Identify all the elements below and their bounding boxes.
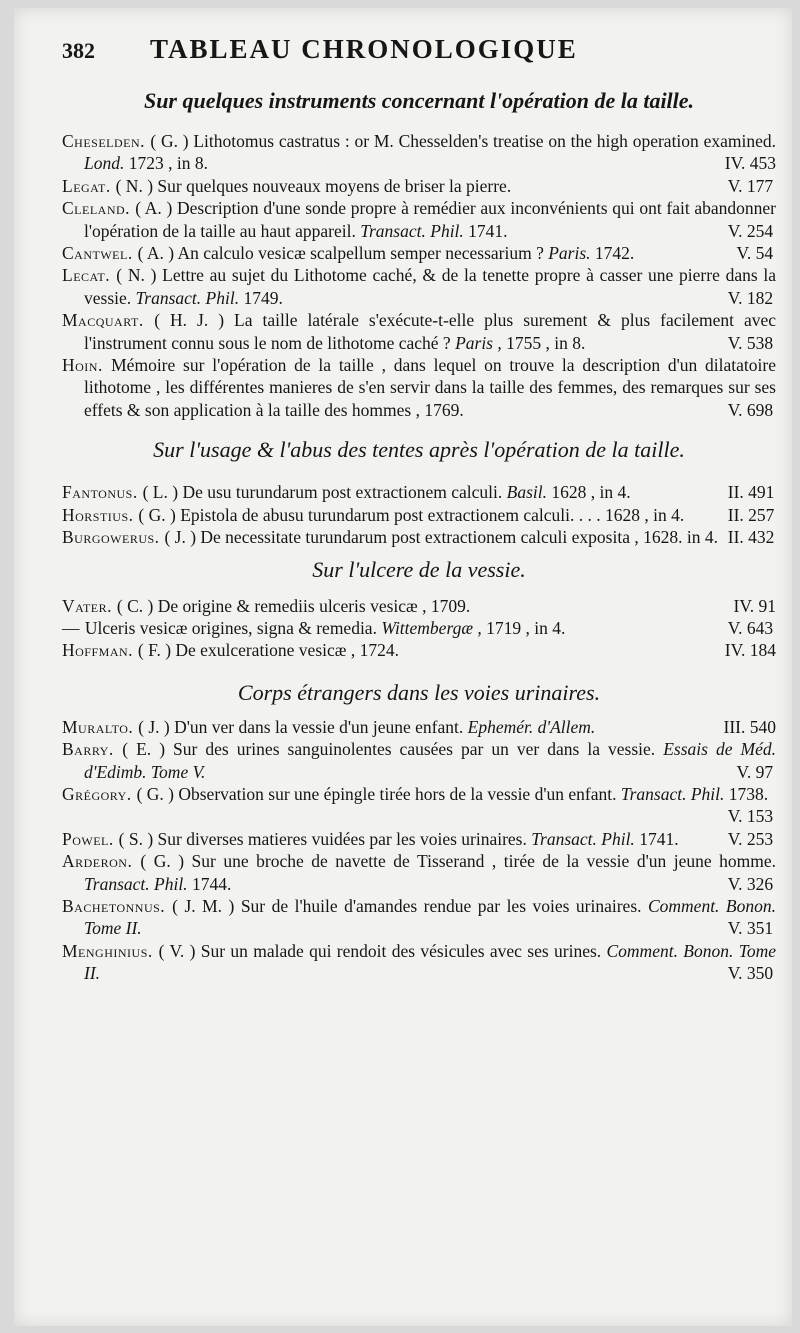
bibliography-entry (62, 828, 776, 850)
section-title: Sur quelques instruments concernant l'opération de la taille. (143, 88, 695, 113)
author-initial: ( S. ) (118, 828, 158, 849)
entry-text: Sur un malade qui rendoit des vésicules avec ses urines. (200, 940, 607, 961)
bibliography-entry (62, 197, 776, 242)
bibliography-entry (62, 481, 776, 503)
bibliography-entry (62, 850, 776, 895)
author-initial: ( J. M. ) (172, 895, 241, 916)
volume-reference: IV. 91 (733, 595, 776, 616)
entry-date: 1719 , in 4. (486, 617, 566, 638)
bibliography-entry (62, 738, 776, 783)
entry-text: De usu turundarum post extractionem calculi. (182, 482, 507, 503)
author-initial: ( A. ) (137, 243, 178, 264)
entry-text: De origine & remediis ulceris vesicæ , (157, 595, 431, 616)
entry-text: Ulceris vesicæ origines, signa & remedia. (84, 617, 382, 638)
entry-date: 1749. (243, 287, 283, 308)
entry-source: Basil. (506, 482, 552, 503)
volume-reference: V. 182 (727, 287, 774, 308)
entry-text: Sur diverses matieres vuidées par les voies urinaires. (157, 828, 532, 849)
entry-text: Epistola de abusu turundarum post extractionem calculi. . . . (180, 504, 605, 525)
author-initial: ( L. ) (142, 482, 183, 503)
section-title: Corps étrangers dans les voies urinaires. (237, 679, 601, 705)
author-initial: ( G. ) (140, 851, 192, 872)
volume-reference: V. 254 (727, 220, 774, 241)
bibliography-entry (62, 526, 776, 548)
author-name: Cantwel. (62, 243, 138, 264)
volume-reference: III. 540 (723, 716, 776, 737)
author-name: Macquart. (62, 310, 155, 331)
entry-date: 1628. in 4. (643, 527, 718, 548)
entry-text: An calculo vesicæ scalpellum semper necessarium ? (177, 243, 549, 264)
author-name: Hoin. (62, 355, 112, 376)
sections-container (62, 86, 776, 985)
volume-reference: V. 326 (727, 873, 774, 894)
entry-text: Sur de l'huile d'amandes rendue par les voies urinaires. (240, 895, 648, 916)
entry-text: Sur une broche de navette de Tisserand , tirée de la vessie d'un jeune homme. (191, 851, 776, 872)
entry-source: Paris. (548, 243, 595, 264)
author-initial: ( E. ) (122, 739, 174, 760)
entry-date: 1742. (594, 243, 635, 264)
author-name: Horstius. (62, 504, 139, 525)
entry-text: De necessitate turundarum post extractionem calculi exposita , (200, 527, 644, 548)
bibliography-entry (62, 940, 776, 985)
entry-source: Paris , (455, 332, 507, 353)
volume-reference: V. 153 (727, 806, 774, 827)
bibliography-entry (62, 716, 776, 738)
running-head (62, 34, 776, 70)
author-initial: ( N. ) (116, 265, 163, 286)
author-initial: ( H. J. ) (154, 310, 235, 331)
entry-text: Sur des urines sanguinolentes causées par un ver dans la vessie. (173, 739, 664, 760)
volume-reference: V. 698 (727, 399, 774, 420)
bibliography-entry (62, 130, 776, 175)
bibliography-entry (62, 242, 776, 264)
author-name: Muralto. (62, 716, 139, 737)
author-name: Lecat. (62, 265, 117, 286)
author-initial: ( F. ) (137, 640, 176, 661)
volume-reference: II. 257 (727, 504, 775, 525)
entry-text: Observation sur une épingle tirée hors de la vessie d'un enfant. (178, 783, 621, 804)
author-name: Vater. (62, 595, 117, 616)
volume-reference: V. 351 (727, 918, 774, 939)
entry-text: Sur quelques nouveaux moyens de briser la pierre. (157, 175, 512, 196)
entry-date: 1628 , in 4. (604, 504, 685, 525)
entry-source: Comment. Bonon. Tome II. (84, 895, 776, 939)
volume-reference: V. 54 (736, 243, 774, 264)
entry-date: 1744. (191, 873, 232, 894)
author-name: — (62, 617, 85, 638)
entry-text: Description d'une sonde propre à remédier aux inconvénients qui ont fait abandonner l'opération de la taille au haut appareil. (84, 198, 777, 241)
entry-text: Mémoire sur l'opération de la taille , dans lequel on trouve la description d'un dilatatoire lithotome , les différentes manieres de s'en servir dans la taille des femmes, des remarques sur ses effets & son application à la taille des hommes , (84, 355, 776, 420)
entry-source: Essais de Méd. d'Edimb. Tome V. (84, 739, 776, 782)
volume-reference: IV. 184 (724, 640, 776, 661)
entry-text: Lithotomus castratus : or M. Chesselden's treatise on the high operation examined. (193, 131, 776, 151)
author-name: Arderon. (62, 851, 141, 872)
author-initial: ( G. ) (150, 131, 194, 151)
author-initial: ( G. ) (136, 783, 179, 804)
author-initial: ( V. ) (158, 940, 201, 961)
volume-reference: II. 432 (727, 527, 775, 548)
author-initial: ( J. ) (164, 527, 201, 548)
entry-date: 1755 , in 8. (506, 332, 586, 353)
volume-reference: IV. 453 (724, 153, 776, 174)
entry-source: Transact. Phil. (135, 287, 244, 308)
entry-date: 1738. (728, 783, 769, 804)
page-content (62, 34, 776, 985)
entry-text: Lettre au sujet du Lithotome caché, & de la tenette propre à casser une pierre dans la vessie. (84, 265, 776, 308)
author-name: Barry. (62, 739, 123, 760)
bibliography-entry (62, 639, 776, 661)
bibliography-entry (62, 504, 776, 526)
entry-source: Lond. (84, 153, 129, 174)
entry-date: 1709. (430, 595, 471, 616)
volume-reference: V. 253 (727, 828, 774, 849)
entry-date: 1628 , in 4. (551, 482, 631, 503)
bibliography-entry (62, 783, 776, 828)
author-name: Grégory. (62, 783, 137, 804)
author-name: Bachetonnus. (62, 895, 173, 916)
author-name: Burgowerus. (62, 527, 165, 548)
entry-date: 1769. (424, 399, 464, 420)
author-initial: ( G. ) (138, 504, 181, 525)
author-name: Hoffman. (62, 640, 138, 661)
volume-reference: V. 538 (727, 332, 774, 353)
bibliography-entry (62, 264, 776, 309)
entry-source: Transact. Phil. (84, 873, 192, 894)
section-title: Sur l'usage & l'abus des tentes après l'opération de la taille. (153, 437, 685, 463)
volume-reference: II. 491 (727, 482, 775, 503)
bibliography-entry (62, 175, 776, 197)
author-name: Cheselden. (62, 131, 151, 151)
author-initial: ( A. ) (135, 198, 178, 219)
bibliography-entry (62, 309, 776, 354)
entry-text: D'un ver dans la vessie d'un jeune enfant. (174, 716, 468, 737)
page-number: 382 (62, 38, 95, 63)
bibliography-entry (62, 895, 776, 940)
entry-source: Wittembergæ , (381, 617, 487, 638)
author-initial: ( N. ) (115, 175, 158, 196)
entry-source: Transact. Phil. (531, 828, 640, 849)
volume-reference: V. 350 (727, 963, 774, 984)
author-name: Legat. (62, 175, 116, 196)
volume-reference: V. 643 (727, 617, 774, 638)
entry-text: De exulceratione vesicæ , (175, 640, 360, 661)
author-name: Cleland. (62, 198, 136, 219)
author-initial: ( C. ) (116, 595, 158, 616)
entry-date: 1741. (468, 220, 508, 241)
entry-source: Transact. Phil. (620, 783, 729, 804)
author-name: Fantonus. (62, 482, 143, 503)
section-title: Sur l'ulcere de la vessie. (312, 556, 526, 582)
bibliography-entry (62, 595, 776, 617)
bibliography-entry (62, 354, 776, 421)
volume-reference: V. 97 (736, 761, 774, 782)
author-initial: ( J. ) (138, 716, 175, 737)
entry-date: 1741. (639, 828, 679, 849)
entry-source: Comment. Bonon. Tome II. (84, 940, 776, 984)
bibliography-entry (62, 617, 776, 639)
running-head-title: TABLEAU CHRONOLOGIQUE (150, 34, 578, 64)
volume-reference: V. 177 (727, 175, 774, 196)
book-page (14, 8, 792, 1326)
entry-date: 1723 , in 8. (128, 153, 208, 174)
entry-source: Transact. Phil. (360, 220, 469, 241)
author-name: Powel. (62, 828, 119, 849)
author-name: Menghinius. (62, 940, 159, 961)
entry-text: La taille latérale s'exécute-t-elle plus surement & plus facilement avec l'instrument connu sous le nom de lithotome caché ? (84, 310, 777, 353)
entry-source: Ephemér. d'Allem. (467, 716, 596, 737)
entry-date: 1724. (359, 640, 399, 661)
